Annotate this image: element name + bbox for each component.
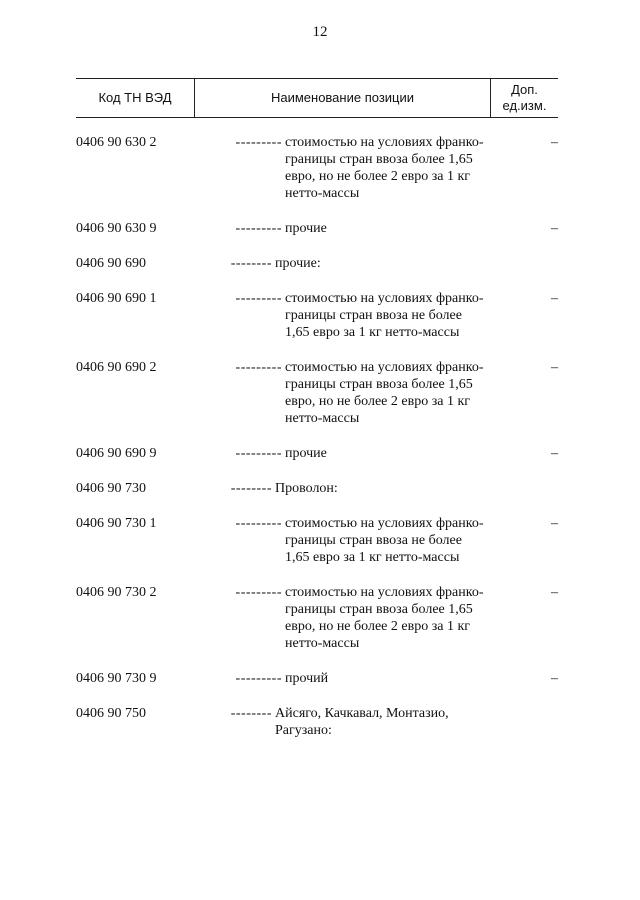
indent-dashes: --------- — [235, 135, 282, 150]
row-text: прочий — [285, 671, 329, 686]
row-text: стоимостью на условиях франко-границы стран ввоза более 1,65 евро, но не более 2 евро за 1 кг нетто-массы — [285, 360, 484, 426]
row-unit — [494, 705, 558, 739]
row-code: 0406 90 730 — [76, 481, 146, 496]
row-description — [194, 359, 494, 427]
indent-dashes: --------- — [235, 671, 282, 686]
table-row — [76, 515, 558, 566]
row-unit: – — [551, 291, 558, 306]
indent-dashes: --------- — [235, 291, 282, 306]
table-header — [76, 78, 558, 118]
table-row — [76, 670, 558, 687]
row-unit: – — [551, 671, 558, 686]
row-description — [194, 705, 494, 739]
indent-dashes: -------- — [230, 706, 272, 721]
row-text: Проволон: — [275, 481, 338, 496]
row-unit — [494, 255, 558, 272]
indent-dashes: --------- — [235, 221, 282, 236]
row-description — [194, 290, 494, 341]
row-text: прочие — [285, 221, 327, 236]
row-description — [194, 480, 494, 497]
row-text: стоимостью на условиях франко-границы стран ввоза не более 1,65 евро за 1 кг нетто-массы — [285, 291, 484, 340]
row-text: стоимостью на условиях франко-границы стран ввоза более 1,65 евро, но не более 2 евро за 1 кг нетто-массы — [285, 585, 484, 651]
row-code: 0406 90 690 1 — [76, 291, 157, 306]
table-row — [76, 359, 558, 427]
header-unit: Доп. ед.изм. — [502, 82, 547, 113]
table-row — [76, 220, 558, 237]
indent-dashes: -------- — [230, 481, 272, 496]
row-text: прочие — [285, 446, 327, 461]
table-row — [76, 255, 558, 272]
table-row — [76, 134, 558, 202]
row-unit — [494, 480, 558, 497]
row-code: 0406 90 630 9 — [76, 221, 157, 236]
table-body — [76, 134, 558, 757]
row-unit: – — [551, 221, 558, 236]
table-row — [76, 480, 558, 497]
row-description — [194, 515, 494, 566]
row-code: 0406 90 690 — [76, 256, 146, 271]
row-description — [194, 255, 494, 272]
row-description — [194, 134, 494, 202]
row-text: стоимостью на условиях франко-границы стран ввоза не более 1,65 евро за 1 кг нетто-массы — [285, 516, 484, 565]
table-row — [76, 584, 558, 652]
row-description — [194, 670, 494, 687]
row-code: 0406 90 690 9 — [76, 446, 157, 461]
row-text: Айсяго, Качкавал, Монтазио, Рагузано: — [275, 706, 449, 738]
row-code: 0406 90 730 1 — [76, 516, 157, 531]
row-text: прочие: — [275, 256, 321, 271]
row-unit: – — [551, 135, 558, 150]
row-code: 0406 90 690 2 — [76, 360, 157, 375]
row-unit: – — [551, 360, 558, 375]
header-name: Наименование позиции — [195, 79, 491, 117]
page-number: 12 — [312, 24, 328, 40]
indent-dashes: --------- — [235, 446, 282, 461]
row-description — [194, 584, 494, 652]
indent-dashes: -------- — [230, 256, 272, 271]
row-unit: – — [551, 585, 558, 600]
indent-dashes: --------- — [235, 585, 282, 600]
row-code: 0406 90 730 9 — [76, 671, 157, 686]
indent-dashes: --------- — [235, 516, 282, 531]
row-description — [194, 220, 494, 237]
row-code: 0406 90 630 2 — [76, 135, 157, 150]
row-description — [194, 445, 494, 462]
row-code: 0406 90 730 2 — [76, 585, 157, 600]
row-text: стоимостью на условиях франко-границы стран ввоза более 1,65 евро, но не более 2 евро за 1 кг нетто-массы — [285, 135, 484, 201]
row-unit: – — [551, 446, 558, 461]
table-row — [76, 290, 558, 341]
header-code: Код ТН ВЭД — [76, 79, 195, 117]
row-code: 0406 90 750 — [76, 706, 146, 721]
table-row — [76, 705, 558, 739]
table-row — [76, 445, 558, 462]
indent-dashes: --------- — [235, 360, 282, 375]
row-unit: – — [551, 516, 558, 531]
